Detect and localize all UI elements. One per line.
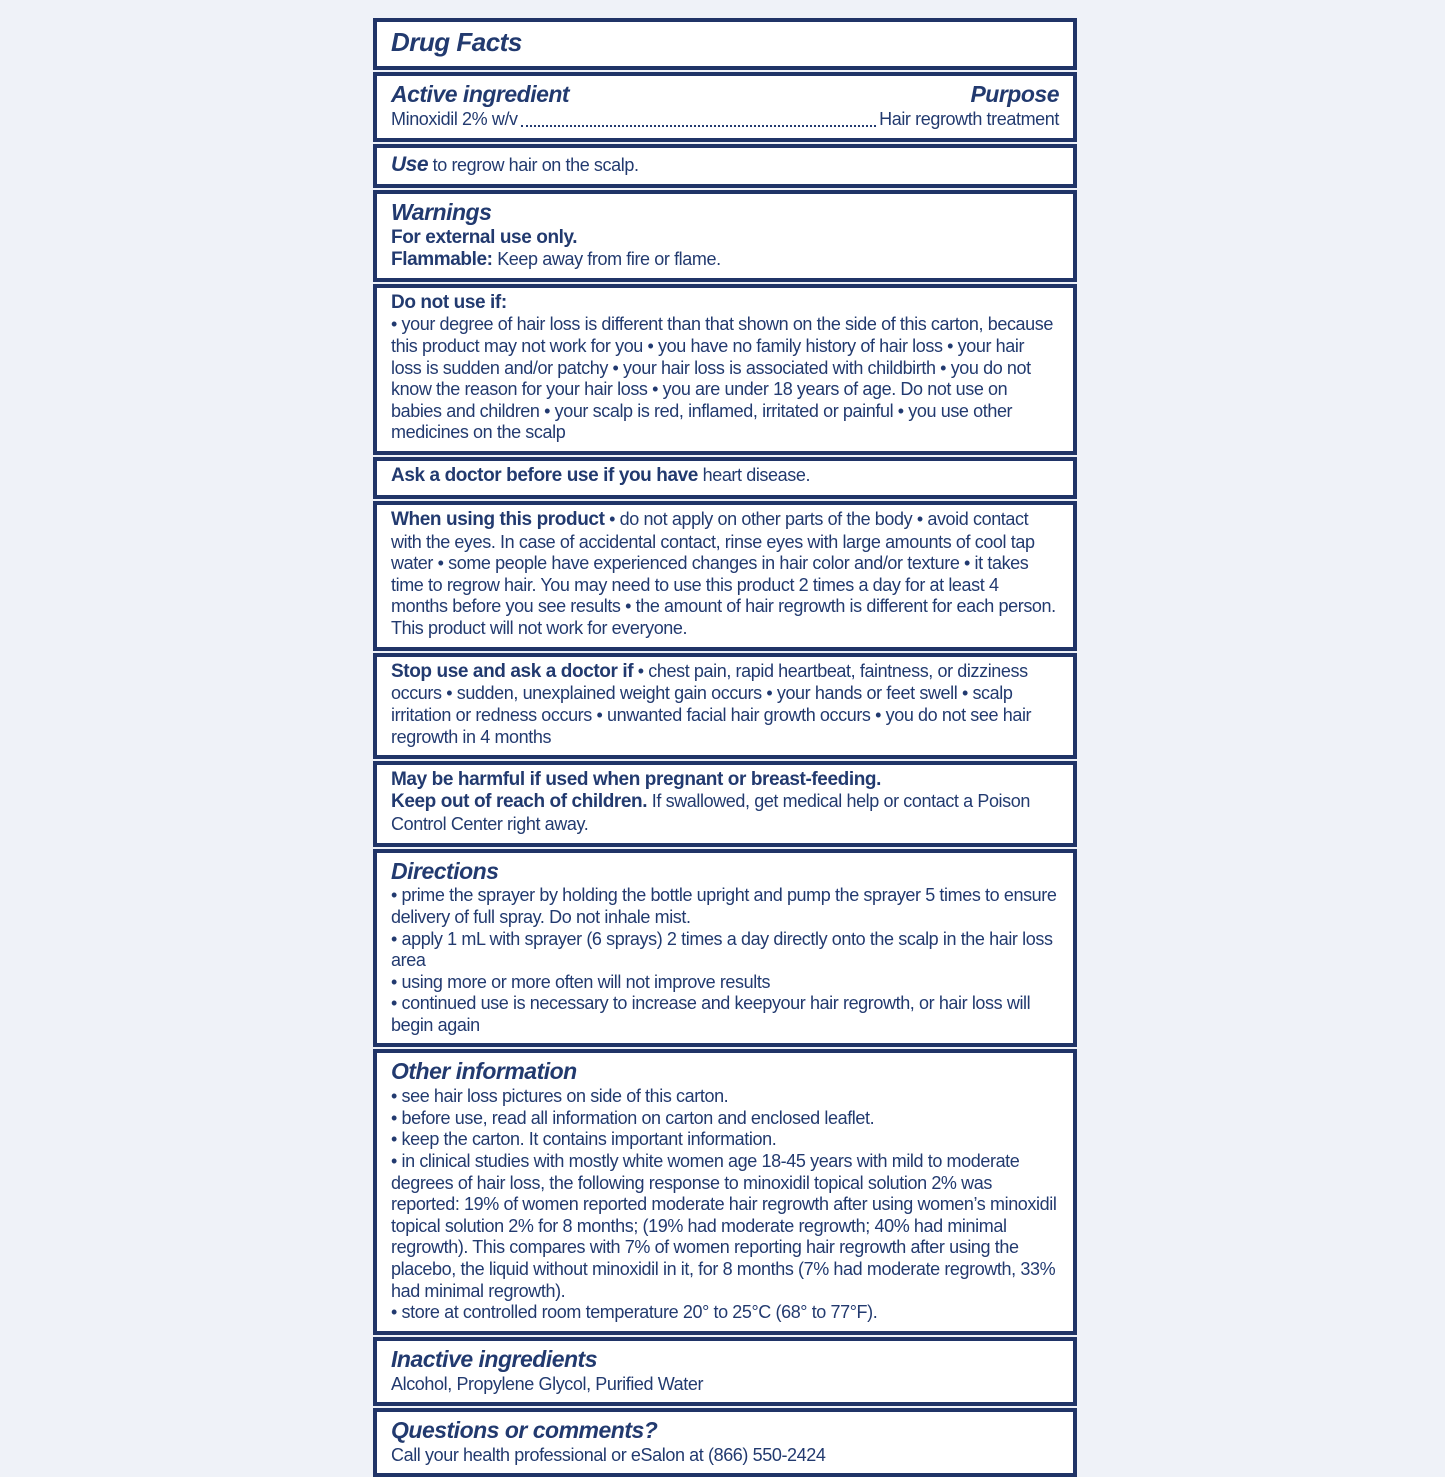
do-not-use-body: • your degree of hair loss is different than that shown on the side of this carton, because this product may not work for you • you have no family history of hair loss • your hair loss is sudden and/or patchy • your hair loss is associated with childbirth • you do not know the reason for your hair loss • you are under 18 years of age. Do not use on babies and children • your scalp is red, inflamed, irritated or painful • you use other medicines on the scalp xyxy=(391,314,1053,443)
section-active-ingredient xyxy=(373,72,1077,142)
section-stop-use xyxy=(373,653,1077,760)
use-text: to regrow hair on the scalp. xyxy=(432,154,639,175)
drug-facts-title: Drug Facts xyxy=(391,27,522,57)
directions-bullet: • apply 1 mL with sprayer (6 sprays) 2 times a day directly onto the scalp in the hair loss area xyxy=(391,928,1053,971)
stop-use-label: Stop use and ask a doctor if xyxy=(391,660,634,682)
section-other-information xyxy=(373,1049,1077,1334)
section-when-using xyxy=(373,501,1077,651)
other-information-bullet: • before use, read all information on carton and enclosed leaflet. xyxy=(391,1107,875,1128)
section-drug-facts xyxy=(373,18,1077,70)
use-heading: Use xyxy=(391,152,429,176)
purpose-value: Hair regrowth treatment xyxy=(879,109,1059,130)
active-ingredient-heading: Active ingredient xyxy=(391,80,570,107)
section-inactive-ingredients xyxy=(373,1337,1077,1406)
keep-out-of-reach-label: Keep out of reach of children. xyxy=(391,791,648,813)
other-information-bullet: • see hair loss pictures on side of this carton. xyxy=(391,1086,729,1107)
section-directions xyxy=(373,849,1077,1048)
other-information-title: Other information xyxy=(391,1058,577,1085)
questions-title: Questions or comments? xyxy=(391,1417,658,1444)
do-not-use-heading: Do not use if: xyxy=(391,292,507,314)
keep-out-of-reach-text: If swallowed, get medical help or contact a Poison Control Center right away. xyxy=(391,791,1030,834)
drug-facts-label xyxy=(373,18,1077,1477)
active-ingredient-name: Minoxidil 2% w/v xyxy=(391,109,518,130)
ask-doctor-text: heart disease. xyxy=(702,465,811,486)
warnings-title: Warnings xyxy=(391,198,492,225)
section-warnings xyxy=(373,190,1077,283)
other-information-bullet: • in clinical studies with mostly white women age 18-45 years with mild to moderate degrees of hair loss, the following response to minoxidil topical solution 2% was reported: 19% of women reported moderate hair regrowth after using women’s minoxidil topical solution 2% for 8 months; (19% had moderate regrowth; 40% had minimal regrowth). This compares with 7% of women reporting hair regrowth after using the placebo, the liquid without minoxidil in it, for 8 months (7% had moderate regrowth, 33% had minimal regrowth). xyxy=(391,1151,1057,1301)
flammable-label: Flammable: xyxy=(391,248,493,270)
stop-use-text: • chest pain, rapid heartbeat, faintness, or dizziness occurs • sudden, unexplained weight gain occurs • your hands or feet swell • scalp irritation or redness occurs • unwanted facial hair growth occurs • you do not see hair regrowth in 4 months xyxy=(391,660,1032,747)
pregnancy-line: May be harmful if used when pregnant or breast-feeding. xyxy=(391,769,882,791)
questions-phone-line: Call your health professional or eSalon at (866) 550-2424 xyxy=(391,1444,826,1465)
inactive-ingredients-list: Alcohol, Propylene Glycol, Purified Water xyxy=(391,1373,704,1394)
dotted-leader xyxy=(521,125,876,127)
section-ask-doctor xyxy=(373,457,1077,499)
other-information-bullet: • store at controlled room temperature 20° to 25°C (68° to 77°F). xyxy=(391,1302,878,1323)
section-use xyxy=(373,144,1077,188)
purpose-heading: Purpose xyxy=(970,80,1059,107)
inactive-ingredients-title: Inactive ingredients xyxy=(391,1345,598,1372)
ask-doctor-label: Ask a doctor before use if you have xyxy=(391,465,698,487)
directions-title: Directions xyxy=(391,857,499,884)
directions-bullet: • prime the sprayer by holding the bottle upright and pump the sprayer 5 times to ensure delivery of full spray. Do not inhale mist. xyxy=(391,885,1057,927)
section-questions xyxy=(373,1408,1077,1477)
when-using-text: • do not apply on other parts of the body • avoid contact with the eyes. In case of accidental contact, rinse eyes with large amounts of cool tap water • some people have experienced changes in hair color and/or texture • it takes time to regrow hair. You may need to use this product 2 times a day for at least 4 months before you see results • the amount of hair regrowth is different for each person. This product will not work for everyone. xyxy=(391,508,1056,639)
directions-bullet: • continued use is necessary to increase and keepyour hair regrowth, or hair loss will begin again xyxy=(391,993,1031,1035)
other-information-bullet: • keep the carton. It contains important information. xyxy=(391,1129,777,1150)
flammable-text: Keep away from fire or flame. xyxy=(497,248,721,269)
when-using-label: When using this product xyxy=(391,508,605,530)
section-pregnancy-warning xyxy=(373,761,1077,846)
section-do-not-use xyxy=(373,284,1077,455)
external-use-line: For external use only. xyxy=(391,226,578,248)
directions-bullet: • using more or more often will not improve results xyxy=(391,971,771,992)
